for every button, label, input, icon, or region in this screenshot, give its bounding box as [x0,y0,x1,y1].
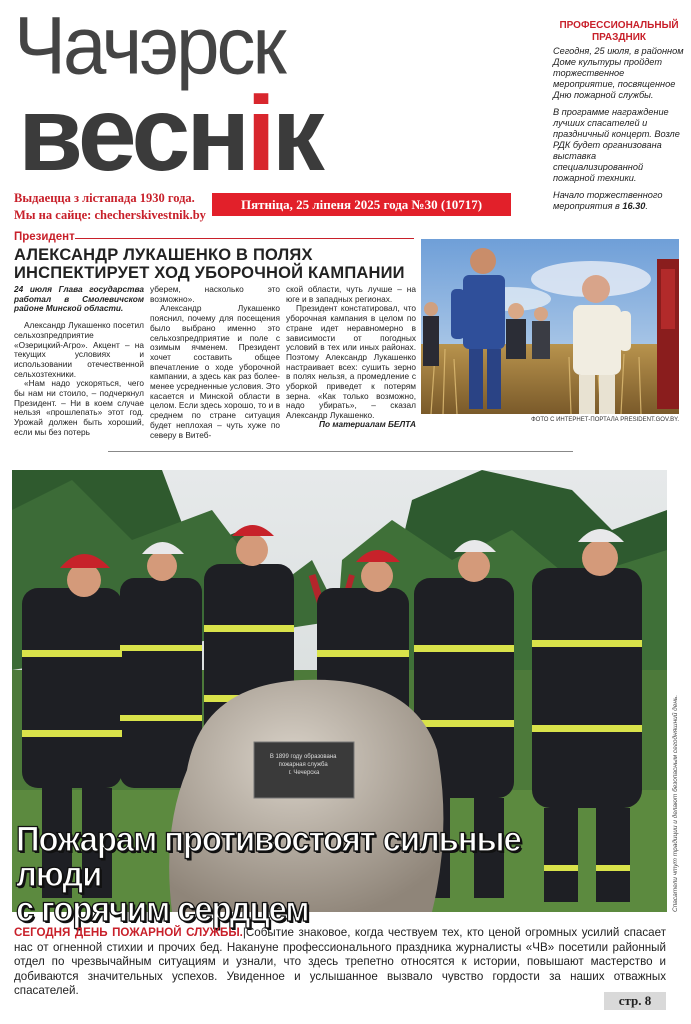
feature-title-line: с горячим сердцем [16,890,309,929]
photo-vertical-caption: Спасатели чтут традиции и делают безопасным сегодняшний день. [672,694,679,912]
sidebar-paragraph [553,190,685,212]
article-lead: 24 июля Глава государства работал в Смолевичском районе Минской области. [14,284,144,314]
article-column-1 [14,284,144,437]
website-link[interactable]: Мы на сайце: checherskіvestnіk.by [14,208,206,222]
article-column-2 [150,284,280,440]
masthead-part: вес [18,75,187,193]
sidebar-announcement [553,20,685,218]
president-field-illustration [421,239,679,414]
sidebar-time: 16.30 [622,201,646,211]
sidebar-time-end: . [645,201,648,211]
president-field-photo[interactable] [421,239,679,414]
masthead-red-letter: і [246,75,272,193]
article-columns [14,284,416,440]
feature-title-line: Пожарам противостоят сильные люди [16,820,521,894]
photo-caption: ФОТО С ИНТЕРНЕТ-ПОРТАЛА PRESIDENT.GOV.BY. [531,417,679,423]
page-reference[interactable]: стр. 8 [604,992,666,1010]
feature-lead-text [14,926,666,999]
article-column-3 [286,285,416,430]
issue-date-bar: Пятніца, 25 ліпеня 2025 года №30 (10717) [212,193,511,216]
article-paragraph: Президент констатировал, что уборочная кампания в целом по стране идет неравномерно в зависимости от погодных условий в тех или иных районах. Поэтому Александр Лукашенко настраивает всех: сушить зерно в полях нельзя, а промедление с уборкой приведет к потерям зерна. «Как только возможно, надо убирать», – сказал Александр Лукашенко. [286,303,416,421]
masthead-info [14,190,206,224]
article-headline[interactable]: АЛЕКСАНДР ЛУКАШЕНКО В ПОЛЯХ ИНСПЕКТИРУЕТ ХОД УБОРОЧНОЙ КАМПАНИИ [14,246,405,282]
plaque-line: В 1899 году образована [269,754,337,760]
article-paragraph: Александр Лукашенко посетил сельхозпредприятие «Озерицкий-Агро». Акцент – на текущих условиях и использовании отечественной сельхозтехники. [14,320,144,379]
feature-kicker: СЕГОДНЯ ДЕНЬ ПОЖАРНОЙ СЛУЖБЫ. [14,926,243,939]
masthead-part: к [271,75,321,193]
article-paragraph: уберем, насколько это возможно». [150,284,280,304]
sidebar-time-text: Начало торжественного мероприятия в [553,190,663,211]
rubric-rule [75,238,414,239]
feature-title[interactable] [16,822,580,927]
sidebar-paragraph: Сегодня, 25 июля, в районном Доме культуры пройдет торжественное мероприятие, посвященное Дню пожарной службы. [553,46,684,100]
established-line: Выдаецца з лістапада 1930 года. [14,191,195,205]
sidebar-heading: ПРОФЕССИОНАЛЬНЫЙ ПРАЗДНИК [559,20,679,43]
masthead-title-line2 [18,75,321,193]
article-paragraph: Александр Лукашенко пояснил, почему для посещения было выбрано именно это сельхозпредприятие и поле с озимым ячменем. Президент хочет составить общее впечатление о ходе уборочной кампании, а здесь как раз более-менее усредненные условия. Это касается и Минской области в целом. Если здесь хорошо, то и в среднем по стране ситуация будет неплохая – чуть хуже по северу в Витеб- [150,303,280,440]
section-divider [108,451,573,452]
sidebar-paragraph: В программе награждение лучших спасателей и праздничный концерт. Возле РДК будет организована выставка специализированной пожарной техники. [553,107,680,183]
masthead-title-line1: Чачэрск [14,0,284,92]
masthead-part: н [186,75,247,193]
plaque-line: пожарная служба [278,762,328,768]
section-rubric: Президент [14,231,75,243]
feature-body: |Событие знаковое, когда чествуем тех, кто ценой огромных усилий спасает нас от огненной стихии и прочих бед. Накануне профессионального праздника журналисты «ЧВ» посетили районный отдел по чрезвычайным ситуациям и узнали, что здесь трепетно относятся к истории, повышают мастерство и добиваются значительных успехов. Увиденное и услышанное вызвало чувство гордости за наших отважных спасателей. [14,926,666,998]
article-paragraph: ской области, чуть лучше – на юге и в западных регионах. [286,284,416,304]
article-credit: По материалам БЕЛТА [319,419,416,429]
plaque-line: г. Чечерска [288,770,320,776]
article-paragraph: «Нам надо ускоряться, чего бы нам ни стоило, – подчеркнул Президент. – Ни в коем случае нельзя «прошлепать» этот год. Урожай должен быть хороший, если мы без потерь [14,378,144,437]
